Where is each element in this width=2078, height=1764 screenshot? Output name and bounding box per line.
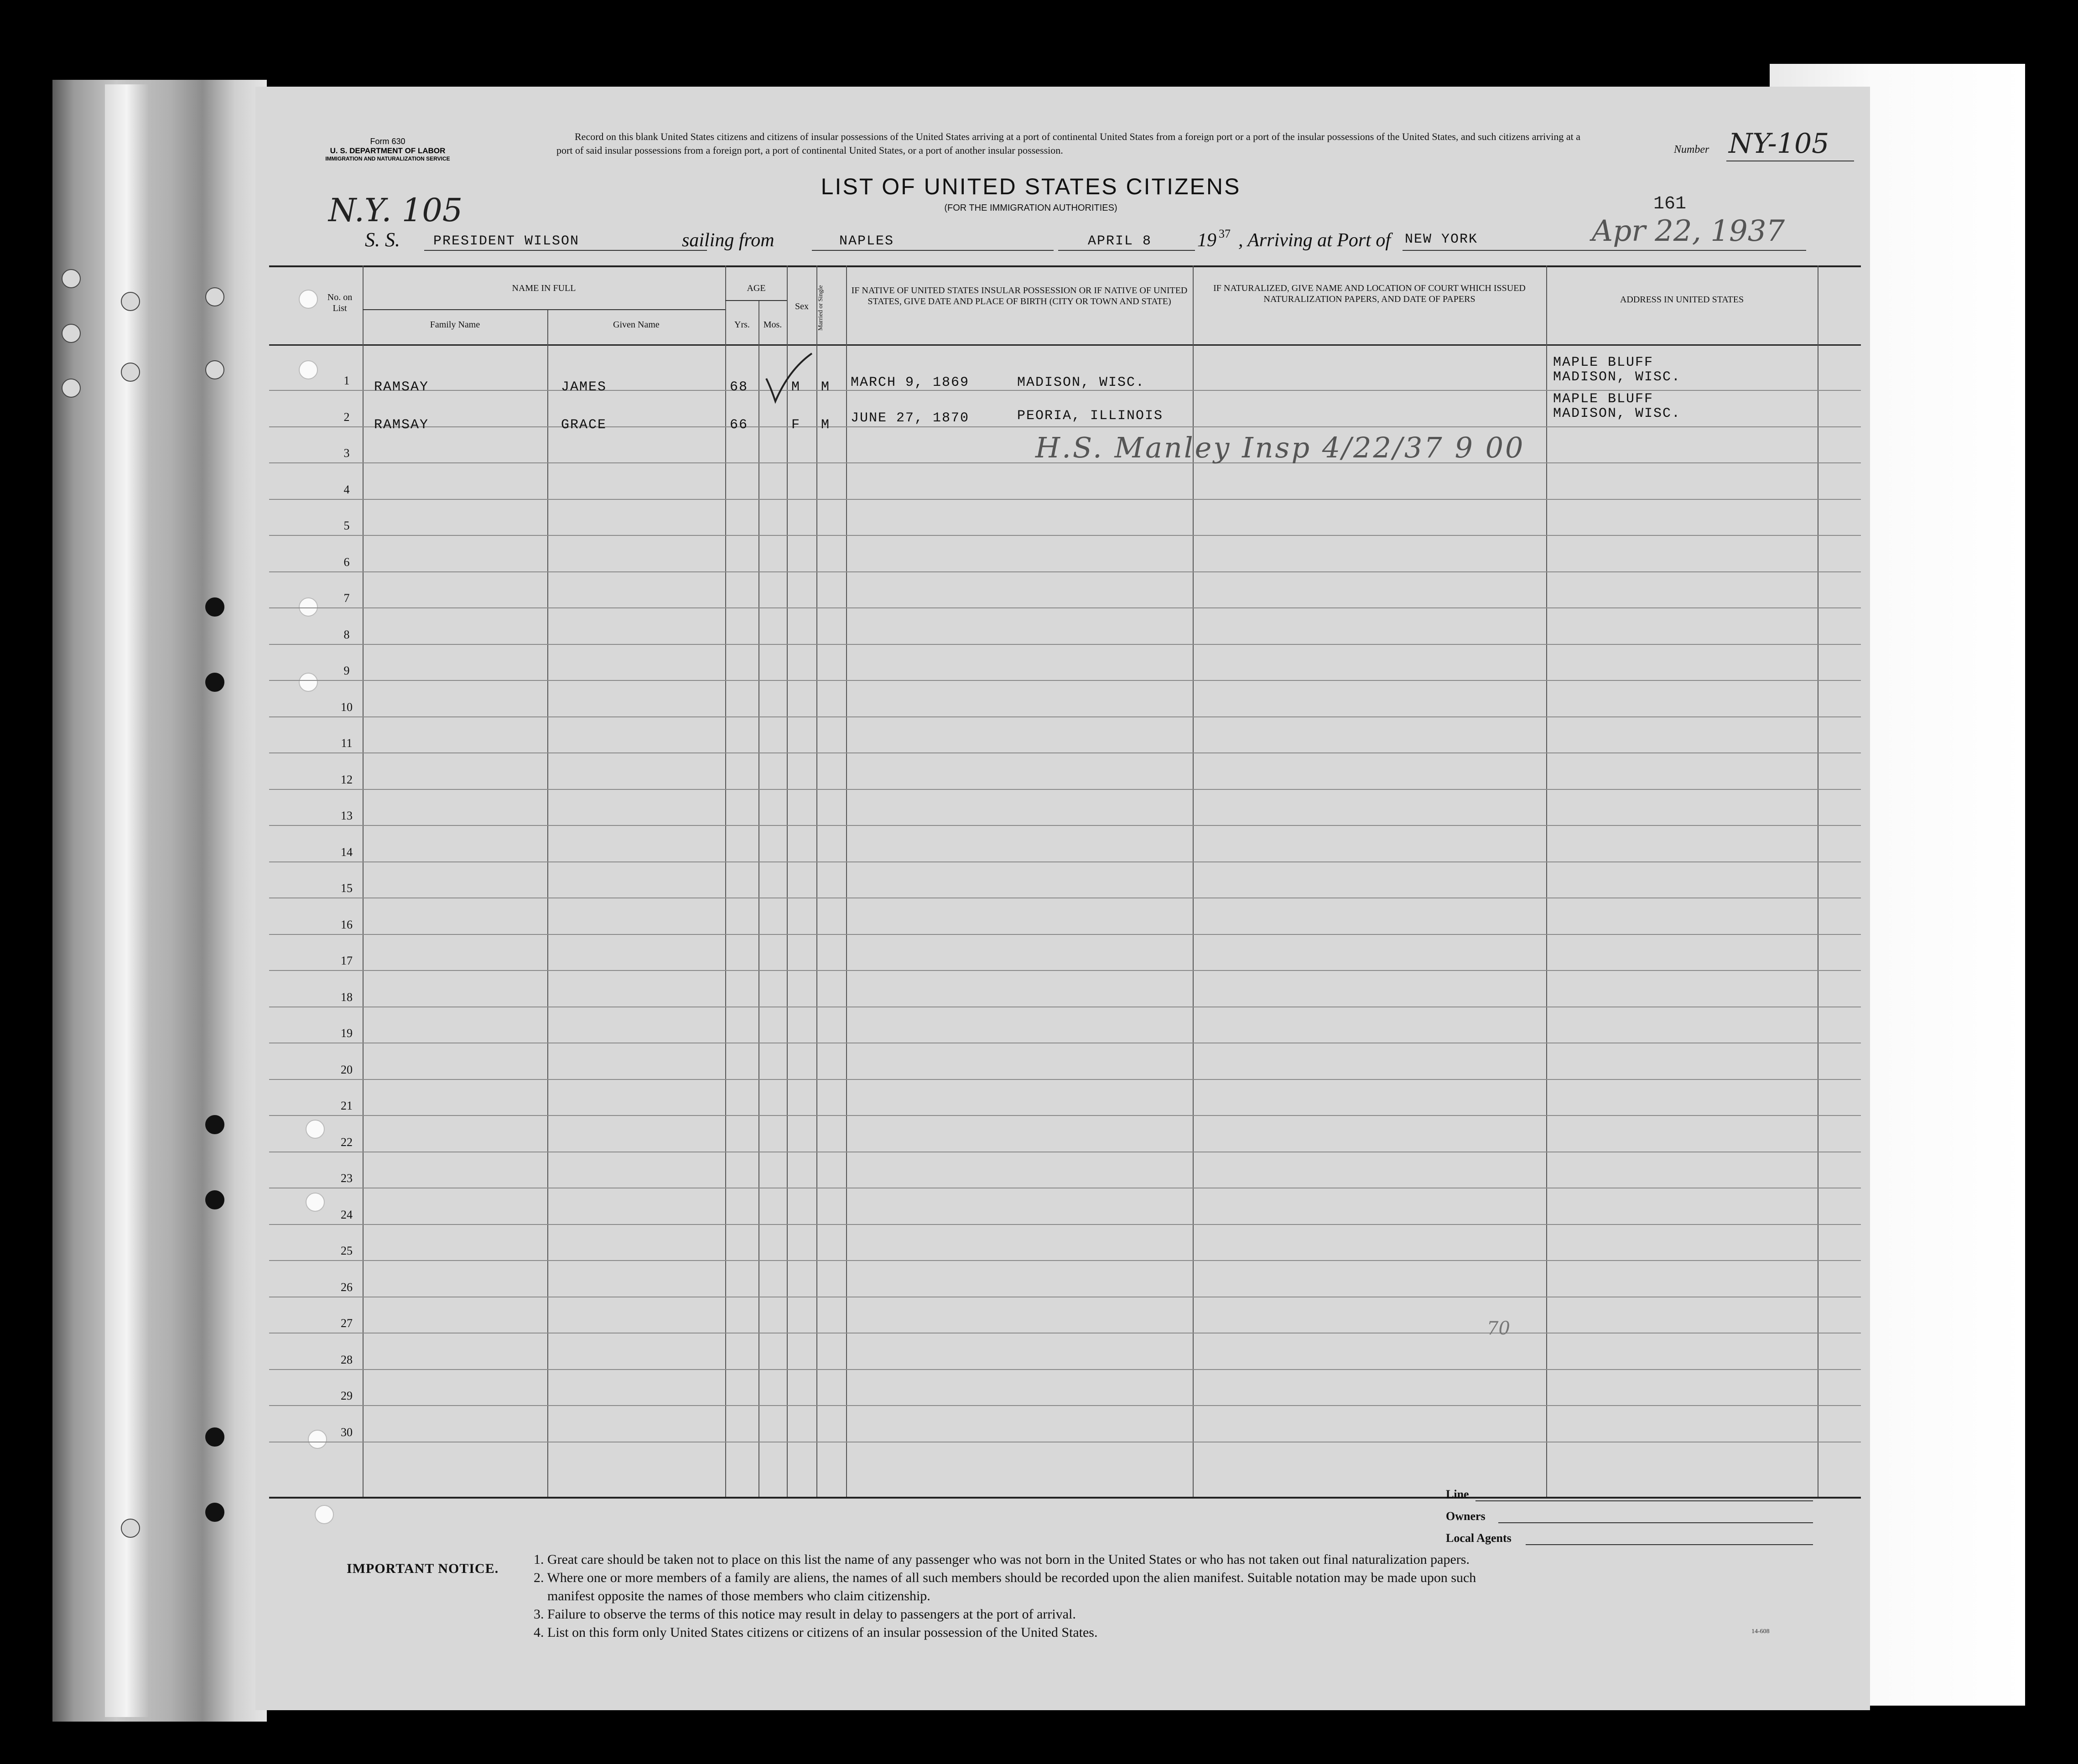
form-page xyxy=(255,87,1870,1710)
row-number: 24 xyxy=(341,1208,353,1221)
header-name-in-full: NAME IN FULL xyxy=(512,283,576,293)
arrival-date-underline xyxy=(1587,250,1806,251)
notice-item-2: 2. Where one or more members of a family are aliens, the names of all such members should be recorded upon the alien manifest. Suitable notation may be made upon such xyxy=(534,1570,1476,1585)
row-number: 22 xyxy=(341,1135,353,1149)
column-divider xyxy=(758,301,759,1497)
binder-strip xyxy=(105,84,148,1717)
binder-hole xyxy=(205,597,224,617)
local-agents-underline xyxy=(1526,1544,1813,1545)
binder-background xyxy=(52,80,267,1722)
binder-hole xyxy=(205,1503,224,1522)
header-birth: IF NATIVE OF UNITED STATES INSULAR POSSESSION OR IF NATIVE OF UNITED STATES, GIVE DATE AND PLACE OF BIRTH (CITY OR TOWN AND STATE) xyxy=(851,285,1188,306)
check-mark-icon xyxy=(762,351,816,406)
notice-item-3: 3. Failure to observe the terms of this notice may result in delay to passengers at the port of arrival. xyxy=(534,1607,1076,1622)
passenger-1-family: RAMSAY xyxy=(374,379,429,395)
arriving-label: , Arriving at Port of xyxy=(1238,230,1391,251)
table-row-line xyxy=(269,1369,1861,1370)
table-row-line xyxy=(269,789,1861,790)
passenger-2-birth-place: PEORIA, ILLINOIS xyxy=(1017,408,1164,424)
header-given-name: Given Name xyxy=(613,320,660,330)
table-row-line xyxy=(269,716,1861,717)
row-number: 27 xyxy=(341,1317,353,1330)
page-punch-hole xyxy=(299,673,318,692)
header-address: ADDRESS IN UNITED STATES xyxy=(1620,295,1744,305)
binder-hole xyxy=(121,363,140,382)
table-row-line xyxy=(269,426,1861,427)
port-arrival-underline xyxy=(1403,250,1594,251)
notice-item-1: 1. Great care should be taken not to place on this list the name of any passenger who was not born in the United States or who has not taken out final naturalization papers. xyxy=(534,1552,1470,1567)
table-row-line xyxy=(269,680,1861,681)
binder-hole xyxy=(205,1190,224,1209)
passenger-2-marital: M xyxy=(821,417,831,433)
binder-hole xyxy=(62,379,81,398)
arrival-date-handwritten: Apr 22, 1937 xyxy=(1592,214,1785,248)
table-row-line xyxy=(269,499,1861,500)
page-punch-hole xyxy=(306,1193,325,1212)
header-yrs: Yrs. xyxy=(734,320,750,330)
table-row-line xyxy=(269,1260,1861,1261)
table-row-line xyxy=(269,934,1861,935)
column-divider xyxy=(547,310,548,1497)
table-row-line xyxy=(269,752,1861,753)
row-number: 11 xyxy=(341,737,353,750)
row-number: 18 xyxy=(341,990,353,1004)
row-number: 23 xyxy=(341,1172,353,1185)
number-value: NY-105 xyxy=(1729,128,1829,160)
binder-hole xyxy=(205,360,224,379)
passenger-1-address-1: MAPLE BLUFF xyxy=(1553,355,1654,370)
page-punch-hole xyxy=(299,290,318,309)
row-number: 10 xyxy=(341,700,353,714)
row-number: 9 xyxy=(343,664,350,677)
binder-hole xyxy=(62,324,81,343)
table-row-line xyxy=(269,607,1861,608)
column-divider xyxy=(725,265,726,1497)
row-number: 6 xyxy=(343,555,350,569)
header-sex: Sex xyxy=(795,301,809,311)
passenger-2-address-1: MAPLE BLUFF xyxy=(1553,391,1654,407)
passenger-1-yrs: 68 xyxy=(730,379,748,395)
page-punch-hole xyxy=(299,597,318,617)
table-row-line xyxy=(269,1115,1861,1116)
table-row-line xyxy=(269,825,1861,826)
table-top-border xyxy=(269,265,1861,267)
row-number: 28 xyxy=(341,1353,353,1366)
passenger-2-address-2: MADISON, WISC. xyxy=(1553,406,1681,421)
form-header-block xyxy=(310,137,465,162)
name-header-underline xyxy=(363,309,725,310)
notice-title: IMPORTANT NOTICE. xyxy=(347,1561,499,1576)
page-punch-hole xyxy=(299,360,318,379)
line-label: Line xyxy=(1446,1488,1469,1501)
row-number: 14 xyxy=(341,845,353,859)
table-row-line xyxy=(269,571,1861,572)
passenger-2-birth-date: JUNE 27, 1870 xyxy=(851,410,970,426)
owners-underline xyxy=(1498,1522,1813,1523)
port-arrival: NEW YORK xyxy=(1405,232,1478,247)
row-number: 17 xyxy=(341,954,353,967)
table-bottom-border xyxy=(269,1497,1861,1499)
passenger-1-birth-date: MARCH 9, 1869 xyxy=(851,375,970,390)
notice-item-2-cont: manifest opposite the names of those members who claim citizenship. xyxy=(547,1588,930,1603)
ship-name-underline xyxy=(424,250,707,251)
date-sailed: APRIL 8 xyxy=(1088,233,1152,249)
page-number-stamp: 161 xyxy=(1653,194,1687,214)
table-row-line xyxy=(269,970,1861,971)
binder-hole xyxy=(121,292,140,311)
page-punch-hole xyxy=(308,1430,327,1449)
header-naturalized: IF NATURALIZED, GIVE NAME AND LOCATION OF COURT WHICH ISSUED NATURALIZATION PAPERS, AND DATE OF PAPERS xyxy=(1213,283,1526,304)
inspector-note: H.S. Manley Insp 4/22/37 9 00 xyxy=(1035,431,1525,464)
row-number: 2 xyxy=(343,410,350,424)
table-row-line xyxy=(269,535,1861,536)
passenger-1-birth-place: MADISON, WISC. xyxy=(1017,375,1145,390)
binder-hole xyxy=(62,269,81,288)
row-number: 8 xyxy=(343,628,350,641)
stamp-number: 70 xyxy=(1487,1318,1510,1339)
binder-hole xyxy=(205,1427,224,1447)
column-divider xyxy=(846,265,847,1497)
header-no-on-list: No. on List xyxy=(327,292,353,313)
ss-label: S. S. xyxy=(365,228,400,251)
port-from-underline xyxy=(812,250,1054,251)
row-number: 1 xyxy=(343,374,350,387)
passenger-2-given: GRACE xyxy=(561,417,607,433)
form-number: Form 630 xyxy=(370,137,405,146)
passenger-2-sex: F xyxy=(791,417,801,433)
department-name: U. S. DEPARTMENT OF LABOR xyxy=(330,146,446,155)
row-number: 7 xyxy=(343,591,350,605)
row-number: 26 xyxy=(341,1280,353,1294)
row-number: 15 xyxy=(341,882,353,895)
table-header-border xyxy=(269,344,1861,346)
row-number: 13 xyxy=(341,809,353,822)
passenger-1-marital: M xyxy=(821,379,831,395)
table-row-line xyxy=(269,1079,1861,1080)
header-family-name: Family Name xyxy=(430,320,480,330)
row-number: 12 xyxy=(341,773,353,786)
row-number: 19 xyxy=(341,1027,353,1040)
passenger-2-family: RAMSAY xyxy=(374,417,429,433)
binder-hole xyxy=(205,287,224,306)
table-row-line xyxy=(269,1405,1861,1406)
row-number: 20 xyxy=(341,1063,353,1076)
header-age: AGE xyxy=(747,283,766,293)
binder-hole xyxy=(205,673,224,692)
form-title: LIST OF UNITED STATES CITIZENS xyxy=(821,174,1241,199)
print-code: 14-608 xyxy=(1751,1628,1770,1635)
passenger-1-sex: M xyxy=(791,379,801,395)
header-married-single: Married or Single xyxy=(817,285,824,331)
form-subtitle: (FOR THE IMMIGRATION AUTHORITIES) xyxy=(944,203,1117,213)
date-sailed-underline xyxy=(1058,250,1195,251)
binder-hole xyxy=(205,1115,224,1134)
ship-name: PRESIDENT WILSON xyxy=(433,233,580,249)
row-number: 21 xyxy=(341,1099,353,1112)
year-suffix: 37 xyxy=(1219,227,1231,240)
table-row-line xyxy=(269,644,1861,645)
owners-label: Owners xyxy=(1446,1510,1486,1523)
year-prefix: 19 xyxy=(1197,230,1216,251)
sailing-from-label: sailing from xyxy=(682,230,774,251)
page-punch-hole xyxy=(306,1120,325,1139)
number-label: Number xyxy=(1674,144,1709,156)
row-number: 3 xyxy=(343,446,350,460)
table-row-line xyxy=(269,861,1861,862)
local-agents-label: Local Agents xyxy=(1446,1531,1512,1545)
form-instructions: Record on this blank United States citizens and citizens of insular possessions of the United States arriving at a port of continental United States from a foreign port or a port of the insular possessions of the United States, and such citizens arriving at a port of said insular possessions from a foreign port, a port of continental United States, or a port of another insular possession. xyxy=(556,131,1580,156)
service-name: IMMIGRATION AND NATURALIZATION SERVICE xyxy=(325,156,450,162)
column-divider xyxy=(816,265,817,1497)
notice-item-4: 4. List on this form only United States citizens or citizens of an insular possession of the United States. xyxy=(534,1625,1098,1640)
binder-hole xyxy=(121,1519,140,1538)
column-divider xyxy=(787,265,788,1497)
page-punch-hole xyxy=(315,1505,334,1524)
row-number: 25 xyxy=(341,1244,353,1257)
table-row-line xyxy=(269,1224,1861,1225)
header-mos: Mos. xyxy=(763,320,782,330)
age-header-underline xyxy=(725,300,787,301)
row-number: 4 xyxy=(343,483,350,496)
handwritten-id: N.Y. 105 xyxy=(328,192,463,229)
passenger-2-yrs: 66 xyxy=(730,417,748,433)
row-number: 30 xyxy=(341,1425,353,1439)
row-number: 16 xyxy=(341,918,353,931)
port-from: NAPLES xyxy=(839,233,894,249)
line-underline xyxy=(1475,1500,1813,1501)
row-number: 29 xyxy=(341,1389,353,1402)
row-number: 5 xyxy=(343,519,350,532)
passenger-1-address-2: MADISON, WISC. xyxy=(1553,369,1681,385)
passenger-1-given: JAMES xyxy=(561,379,607,395)
column-divider xyxy=(1546,265,1547,1497)
